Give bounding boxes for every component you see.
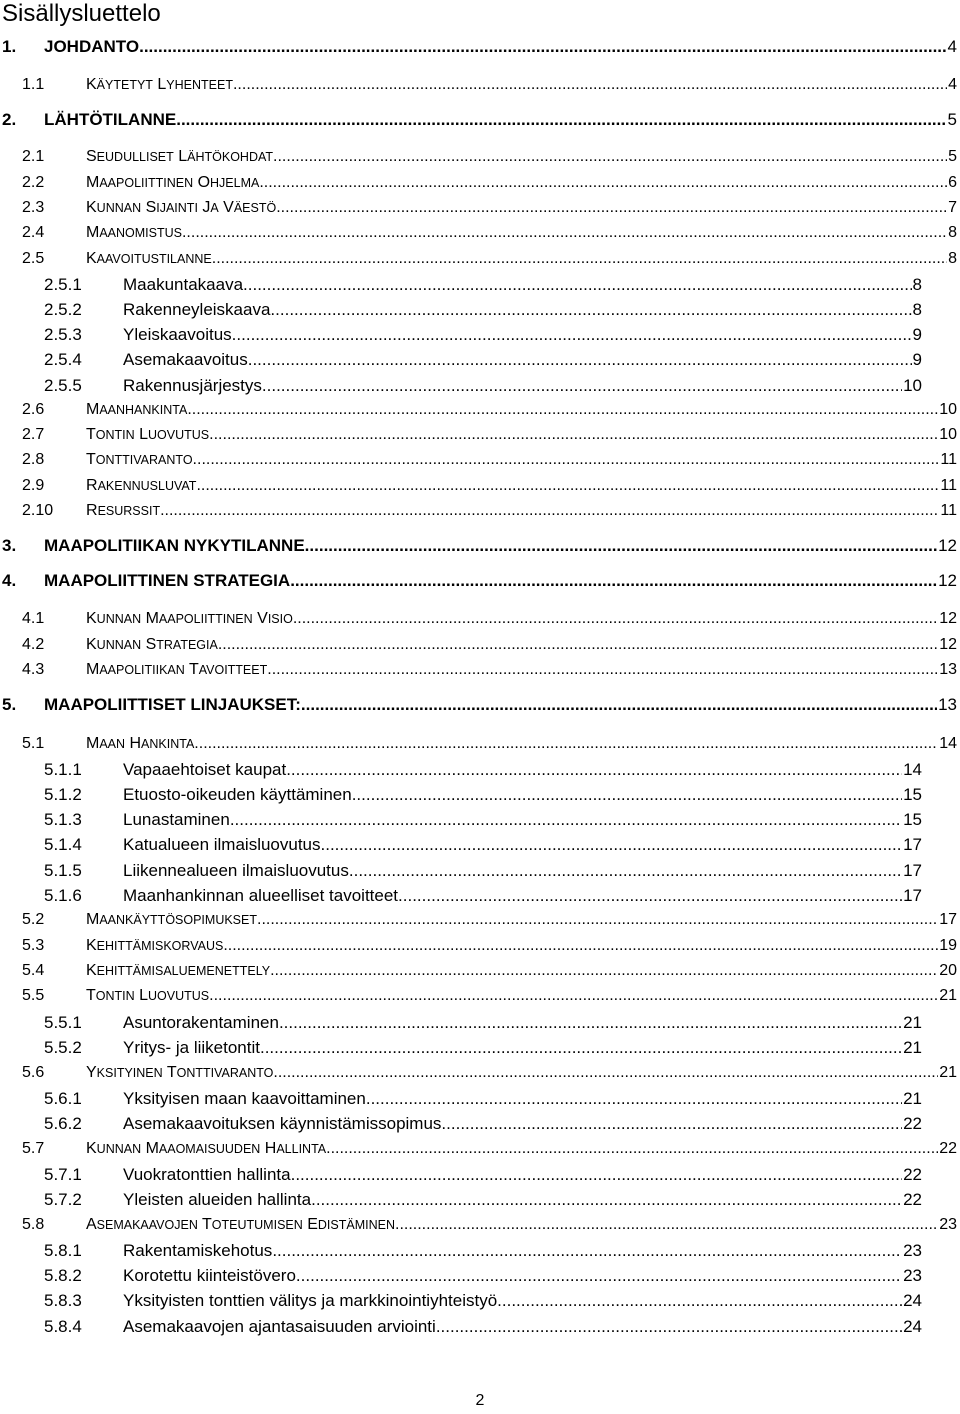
toc-entry-page: 17 <box>903 886 922 905</box>
toc-entry-title: MAAPOLITIIKAN TAVOITTEET <box>86 661 268 678</box>
toc-entry-title: KUNNAN STRATEGIA <box>86 636 218 653</box>
toc-dot-leader <box>349 861 902 881</box>
toc-entry-title: KUNNAN MAAOMAISUUDEN HALLINTA <box>86 1140 327 1157</box>
toc-dot-leader <box>296 1266 902 1286</box>
toc-entry[interactable] <box>22 735 957 757</box>
toc-entry-page: 21 <box>939 987 957 1004</box>
toc-entry-title: Yksityisen maan kaavoittaminen <box>123 1089 366 1108</box>
toc-dot-leader <box>223 937 938 955</box>
toc-entry-title: Asuntorakentaminen <box>123 1013 279 1032</box>
toc-dot-leader <box>352 785 902 805</box>
toc-entry-page: 21 <box>903 1038 922 1057</box>
toc-dot-leader <box>212 250 947 268</box>
toc-entry-title: MAAPOLIITTISET LINJAUKSET: <box>44 695 301 714</box>
toc-dot-leader <box>497 1291 902 1311</box>
toc-entry-title: KAAVOITUSTILANNE <box>86 250 212 267</box>
toc-entry[interactable] <box>22 937 957 959</box>
toc-entry-page: 13 <box>939 661 957 678</box>
toc-entry[interactable] <box>22 911 957 933</box>
toc-entry-number: 2.5.5 <box>44 376 82 395</box>
toc-entry-page: 23 <box>903 1241 922 1260</box>
toc-entry-title: KUNNAN SIJAINTI JA VÄESTÖ <box>86 199 277 216</box>
page-number: 2 <box>475 1392 485 1409</box>
toc-entry[interactable] <box>44 300 922 322</box>
toc-entry-title: YKSITYINEN TONTTIVARANTO <box>86 1064 274 1081</box>
toc-entry-number: 2.3 <box>22 199 45 216</box>
toc-entry-title: LÄHTÖTILANNE <box>44 110 177 129</box>
toc-entry[interactable] <box>22 1064 957 1086</box>
toc-dot-leader <box>321 835 903 855</box>
toc-dot-leader <box>273 148 947 166</box>
toc-entry-number: 2.8 <box>22 451 45 468</box>
toc-entry-title: KEHITTÄMISKORVAUS <box>86 937 224 954</box>
toc-entry-title: Vuokratonttien hallinta <box>123 1165 291 1184</box>
toc-dot-leader <box>194 735 938 753</box>
toc-dot-leader <box>301 695 937 715</box>
toc-entry-page: 22 <box>939 1140 957 1157</box>
toc-entry-page: 8 <box>948 224 957 241</box>
toc-entry-number: 5.1.2 <box>44 785 82 804</box>
toc-entry[interactable] <box>44 275 922 297</box>
toc-dot-leader <box>398 886 902 906</box>
toc-entry-page: 6 <box>948 174 957 191</box>
toc-dot-leader <box>270 962 938 980</box>
toc-entry[interactable] <box>22 174 957 196</box>
toc-entry[interactable] <box>44 325 922 347</box>
toc-entry-number: 5.6.1 <box>44 1089 82 1108</box>
toc-dot-leader <box>260 1038 902 1058</box>
toc-entry-title: KUNNAN MAAPOLIITTINEN VISIO <box>86 610 293 627</box>
toc-dot-leader <box>290 571 937 591</box>
toc-entry-page: 14 <box>939 735 957 752</box>
toc-entry-number: 2.2 <box>22 174 45 191</box>
toc-entry[interactable] <box>44 785 922 807</box>
toc-entry[interactable] <box>44 1013 922 1035</box>
toc-dot-leader <box>279 1013 902 1033</box>
toc-entry-number: 2.5.2 <box>44 300 82 319</box>
toc-entry[interactable] <box>44 1114 922 1136</box>
toc-entry[interactable] <box>2 571 957 593</box>
toc-entry[interactable] <box>22 987 957 1009</box>
toc-entry[interactable] <box>22 636 957 658</box>
toc-entry-title: Korotettu kiinteistövero <box>123 1266 296 1285</box>
toc-entry-title: Yleisten alueiden hallinta <box>123 1190 312 1209</box>
toc-entry-title: Asemakaavoitus <box>123 350 248 369</box>
toc-entry-number: 3. <box>2 536 17 555</box>
toc-entry[interactable] <box>44 1317 922 1339</box>
toc-entry-number: 5.6 <box>22 1064 45 1081</box>
toc-dot-leader <box>286 760 902 780</box>
toc-entry-title: SEUDULLISET LÄHTÖKOHDAT <box>86 148 274 165</box>
toc-entry-number: 5.8.1 <box>44 1241 82 1260</box>
toc-entry[interactable] <box>44 1165 922 1187</box>
toc-dot-leader <box>209 987 938 1005</box>
toc-entry-title: Maakuntakaava <box>123 275 244 294</box>
toc-entry-page: 9 <box>912 350 922 369</box>
toc-entry-page: 23 <box>903 1266 922 1285</box>
toc-entry-title: MAAPOLIITTINEN OHJELMA <box>86 174 260 191</box>
toc-entry-page: 21 <box>903 1013 922 1032</box>
toc-dot-leader <box>441 1114 902 1134</box>
toc-dot-leader <box>209 426 938 444</box>
toc-entry[interactable] <box>44 1089 922 1111</box>
toc-entry-page: 15 <box>903 785 922 804</box>
toc-entry-number: 5.8.2 <box>44 1266 82 1285</box>
toc-entry[interactable] <box>44 861 922 883</box>
toc-entry[interactable] <box>2 37 957 59</box>
toc-entry-page: 12 <box>938 536 957 555</box>
toc-entry[interactable] <box>22 250 957 272</box>
toc-entry[interactable] <box>44 350 922 372</box>
toc-entry-page: 14 <box>903 760 922 779</box>
toc-dot-leader <box>233 76 947 94</box>
toc-entry-title: MAAPOLITIIKAN NYKYTILANNE <box>44 536 305 555</box>
toc-entry-page: 10 <box>939 426 957 443</box>
toc-entry-page: 19 <box>939 937 957 954</box>
toc-entry-number: 2. <box>2 110 17 129</box>
toc-entry-number: 4.3 <box>22 661 45 678</box>
toc-entry-number: 2.7 <box>22 426 45 443</box>
toc-dot-leader <box>276 199 947 217</box>
toc-dot-leader <box>160 502 939 520</box>
toc-dot-leader <box>230 810 902 830</box>
toc-entry-title: Maanhankinnan alueelliset tavoitteet <box>123 886 399 905</box>
toc-entry-page: 24 <box>903 1291 922 1310</box>
toc-entry-title: Asemakaavojen ajantasaisuuden arviointi <box>123 1317 436 1336</box>
toc-entry-number: 5.1.4 <box>44 835 82 854</box>
toc-dot-leader <box>311 1190 902 1210</box>
toc-entry-title: RAKENNUSLUVAT <box>86 477 197 494</box>
toc-dot-leader <box>248 350 912 370</box>
toc-entry-title: KEHITTÄMISALUEMENETTELY <box>86 962 271 979</box>
toc-entry-title: Rakennusjärjestys <box>123 376 262 395</box>
toc-entry-page: 13 <box>938 695 957 714</box>
toc-entry-number: 2.5 <box>22 250 45 267</box>
toc-dot-leader <box>272 1241 902 1261</box>
toc-entry-page: 20 <box>939 962 957 979</box>
toc-entry-page: 21 <box>903 1089 922 1108</box>
toc-entry-page: 24 <box>903 1317 922 1336</box>
toc-dot-leader <box>326 1140 938 1158</box>
toc-entry-title: Yleiskaavoitus <box>123 325 232 344</box>
toc-entry-page: 8 <box>912 300 922 319</box>
toc-entry-page: 4 <box>948 76 957 93</box>
toc-dot-leader <box>232 325 912 345</box>
toc-entry[interactable] <box>22 610 957 632</box>
toc-entry-number: 2.5.4 <box>44 350 82 369</box>
toc-entry[interactable] <box>22 148 957 170</box>
toc-entry[interactable] <box>44 1241 922 1263</box>
toc-entry-number: 5.4 <box>22 962 45 979</box>
toc-entry[interactable] <box>22 962 957 984</box>
toc-dot-leader <box>196 477 939 495</box>
toc-entry-number: 5.5 <box>22 987 45 1004</box>
toc-entry-title: MAAPOLIITTINEN STRATEGIA <box>44 571 291 590</box>
toc-entry-number: 5.8.4 <box>44 1317 82 1336</box>
toc-entry-number: 5.3 <box>22 937 45 954</box>
toc-entry-page: 23 <box>939 1216 957 1233</box>
toc-entry[interactable] <box>22 401 957 423</box>
toc-entry-title: JOHDANTO <box>44 37 140 56</box>
toc-entry-page: 12 <box>939 610 957 627</box>
toc-entry-number: 5.1.3 <box>44 810 82 829</box>
toc-entry-title: Lunastaminen <box>123 810 230 829</box>
toc-entry-number: 5.6.2 <box>44 1114 82 1133</box>
toc-entry-number: 5.1.6 <box>44 886 82 905</box>
toc-entry-page: 8 <box>912 275 922 294</box>
toc-entry[interactable] <box>22 477 957 499</box>
toc-entry-title: TONTIN LUOVUTUS <box>86 987 210 1004</box>
toc-entry-title: RESURSSIT <box>86 502 161 519</box>
toc-entry-title: Katualueen ilmaisluovutus <box>123 835 321 854</box>
toc-entry[interactable] <box>22 661 957 683</box>
toc-dot-leader <box>270 300 911 320</box>
toc-entry[interactable] <box>44 886 922 908</box>
toc-entry-number: 5.8.3 <box>44 1291 82 1310</box>
toc-entry-title: TONTIN LUOVUTUS <box>86 426 210 443</box>
toc-entry[interactable] <box>2 110 957 132</box>
toc-entry-number: 5.7 <box>22 1140 45 1157</box>
toc-entry[interactable] <box>44 376 922 398</box>
toc-entry-page: 17 <box>903 861 922 880</box>
toc-entry[interactable] <box>22 224 957 246</box>
toc-entry-page: 15 <box>903 810 922 829</box>
toc-entry[interactable] <box>2 695 957 717</box>
toc-entry-title: MAANKÄYTTÖSOPIMUKSET <box>86 911 257 928</box>
toc-entry-number: 5.8 <box>22 1216 45 1233</box>
toc-entry[interactable] <box>44 810 922 832</box>
toc-entry[interactable] <box>22 1140 957 1162</box>
toc-entry[interactable] <box>44 835 922 857</box>
toc-entry-title: Yksityisten tonttien välitys ja markkinointiyhteistyö <box>123 1291 498 1310</box>
toc-dot-leader <box>267 661 938 679</box>
toc-entry-number: 2.6 <box>22 401 45 418</box>
toc-entry[interactable] <box>22 76 957 98</box>
toc-dot-leader <box>193 451 940 469</box>
toc-dot-leader <box>139 37 946 57</box>
toc-dot-leader <box>262 376 902 396</box>
toc-dot-leader <box>395 1216 938 1234</box>
toc-entry[interactable] <box>44 1038 922 1060</box>
toc-entry-title: ASEMAKAAVOJEN TOTEUTUMISEN EDISTÄMINEN <box>86 1216 395 1233</box>
toc-entry-number: 4.2 <box>22 636 45 653</box>
toc-entry-page: 8 <box>948 250 957 267</box>
toc-entry-number: 5.5.2 <box>44 1038 82 1057</box>
toc-entry-number: 5.7.2 <box>44 1190 82 1209</box>
toc-entry-number: 2.9 <box>22 477 45 494</box>
toc-entry-page: 17 <box>903 835 922 854</box>
toc-entry-number: 4. <box>2 571 17 590</box>
toc-dot-leader <box>257 911 938 929</box>
toc-entry-number: 2.1 <box>22 148 45 165</box>
toc-entry[interactable] <box>22 502 957 524</box>
toc-entry-title: MAANOMISTUS <box>86 224 182 241</box>
toc-entry-title: Rakenneyleiskaava <box>123 300 271 319</box>
toc-entry-title: MAANHANKINTA <box>86 401 188 418</box>
toc-dot-leader <box>305 536 937 556</box>
toc-entry-page: 17 <box>939 911 957 928</box>
toc-entry[interactable] <box>22 426 957 448</box>
toc-entry-title: Liikennealueen ilmaisluovutus <box>123 861 349 880</box>
toc-entry-page: 12 <box>938 571 957 590</box>
toc-entry[interactable] <box>22 199 957 221</box>
toc-entry-number: 2.10 <box>22 502 54 519</box>
toc-entry-number: 5.2 <box>22 911 45 928</box>
toc-entry-title: Yritys- ja liiketontit <box>123 1038 260 1057</box>
toc-dot-leader <box>218 636 938 654</box>
toc-entry-page: 11 <box>940 451 957 468</box>
toc-entry-number: 5.1 <box>22 735 45 752</box>
toc-entry[interactable] <box>22 451 957 473</box>
toc-entry[interactable] <box>44 760 922 782</box>
toc-entry-page: 22 <box>903 1165 922 1184</box>
toc-entry-title: KÄYTETYT LYHENTEET <box>86 76 233 93</box>
toc-entry[interactable] <box>44 1291 922 1313</box>
toc-entry[interactable] <box>22 1216 957 1238</box>
toc-dot-leader <box>187 401 938 419</box>
toc-entry[interactable] <box>44 1266 922 1288</box>
toc-entry-title: Rakentamiskehotus <box>123 1241 273 1260</box>
toc-entry-number: 5.1.1 <box>44 760 82 779</box>
toc-dot-leader <box>259 174 947 192</box>
toc-entry-title: TONTTIVARANTO <box>86 451 193 468</box>
toc-dot-leader <box>243 275 912 295</box>
toc-dot-leader <box>182 224 947 242</box>
toc-dot-leader <box>366 1089 902 1109</box>
toc-entry[interactable] <box>2 536 957 558</box>
toc-entry-number: 2.5.3 <box>44 325 82 344</box>
toc-entry-page: 11 <box>940 502 957 519</box>
toc-entry-page: 5 <box>948 148 957 165</box>
toc-dot-leader <box>291 1165 902 1185</box>
toc-entry-number: 5. <box>2 695 17 714</box>
toc-entry-number: 4.1 <box>22 610 45 627</box>
toc-entry-page: 7 <box>948 199 957 216</box>
toc-entry-number: 5.1.5 <box>44 861 82 880</box>
toc-entry-page: 22 <box>903 1190 922 1209</box>
toc-entry-page: 10 <box>903 376 922 395</box>
toc-dot-leader <box>436 1317 902 1337</box>
toc-entry-number: 5.5.1 <box>44 1013 82 1032</box>
toc-entry-number: 2.5.1 <box>44 275 82 294</box>
toc-entry-page: 9 <box>912 325 922 344</box>
toc-entry-title: MAAN HANKINTA <box>86 735 195 752</box>
toc-entry-page: 10 <box>939 401 957 418</box>
toc-entry-page: 22 <box>903 1114 922 1133</box>
toc-entry-page: 21 <box>939 1064 957 1081</box>
toc-entry-number: 1. <box>2 37 17 56</box>
toc-entry-number: 1.1 <box>22 76 45 93</box>
toc-title: Sisällysluettelo <box>2 0 161 27</box>
toc-entry-title: Etuosto-oikeuden käyttäminen <box>123 785 352 804</box>
toc-entry-title: Asemakaavoituksen käynnistämissopimus <box>123 1114 442 1133</box>
toc-entry-page: 4 <box>947 37 957 56</box>
toc-entry-number: 2.4 <box>22 224 45 241</box>
toc-entry-number: 5.7.1 <box>44 1165 82 1184</box>
toc-entry-title: Vapaaehtoiset kaupat <box>123 760 287 779</box>
toc-dot-leader <box>273 1064 938 1082</box>
toc-dot-leader <box>293 610 938 628</box>
toc-entry-page: 5 <box>947 110 957 129</box>
toc-dot-leader <box>176 110 946 130</box>
toc-entry[interactable] <box>44 1190 922 1212</box>
toc-entry-page: 11 <box>940 477 957 494</box>
toc-entry-page: 12 <box>939 636 957 653</box>
